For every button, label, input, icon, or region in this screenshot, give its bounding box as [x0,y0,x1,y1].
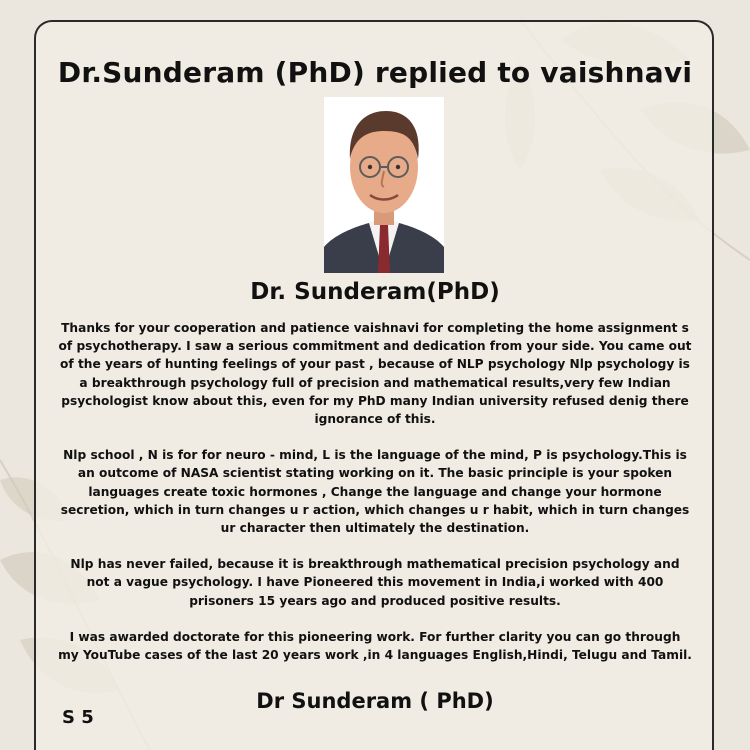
signature: Dr Sunderam ( PhD) [256,689,494,713]
message-paragraph: Thanks for your cooperation and patience vaishnavi for completing the home assignment s of psychotherapy. I saw a serious commitment and dedication from your side. You came out of the years of hunting feelings of your past , because of NLP psychology Nlp psychology is a breakthrough psychology full of precision and mathematical results,very few Indian psychologist know about this, even for my PhD many Indian university refused denig there ignorance of this. [58,321,692,427]
message-body [58,319,692,682]
page-title: Dr.Sunderam (PhD) replied to vaishnavi [57,56,693,89]
doctor-name: Dr. Sunderam(PhD) [250,279,500,305]
message-paragraph: I was awarded doctorate for this pioneering work. For further clarity you can go through my YouTube cases of the last 20 years work ,in 4 languages English,Hindi, Telugu and Tamil. [58,629,692,663]
message-paragraph: Nlp school , N is for for neuro - mind, L is the language of the mind, P is psychology.This is an outcome of NASA scientist stating working on it. The basic principle is your spoken languages create toxic hormones , Change the language and change your hormone secretion, which in turn changes u r action, which changes u r habit, which in turn changes ur character then ultimately the destination. [60,448,690,536]
doctor-portrait-icon [324,97,444,273]
page-label: S 5 [62,707,94,728]
message-paragraph: Nlp has never failed, because it is breakthrough mathematical precision psychology and not a vague psychology. I have Pioneered this movement in India,i worked with 400 prisoners 15 years ago and produced positive results. [70,557,680,608]
